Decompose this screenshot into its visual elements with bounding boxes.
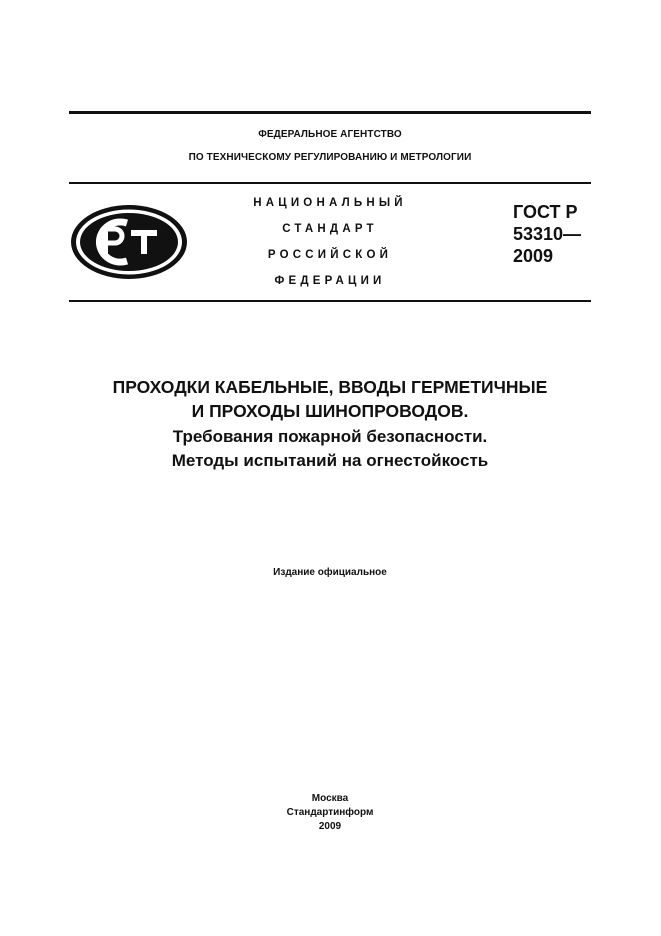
agency-name-line1: ФЕДЕРАЛЬНОЕ АГЕНТСТВО — [258, 129, 402, 140]
standard-label-line2: СТАНДАРТ — [282, 223, 378, 235]
document-subtitle-line1: Требования пожарной безопасности. — [172, 427, 488, 446]
imprint-publisher: Стандартинформ — [286, 807, 374, 818]
rst-logo — [69, 203, 189, 281]
standard-designation-line1: ГОСТ Р — [513, 202, 578, 222]
header-rule — [69, 182, 591, 184]
document-title-line2: И ПРОХОДЫ ШИНОПРОВОДОВ. — [191, 401, 469, 421]
standard-label-line3: РОССИЙСКОЙ — [267, 249, 393, 261]
document-subtitle-line2: Методы испытаний на огнестойкость — [171, 451, 489, 470]
designation-rule — [69, 300, 591, 302]
standard-designation-line2: 53310— — [513, 224, 582, 244]
agency-name-line2: ПО ТЕХНИЧЕСКОМУ РЕГУЛИРОВАНИЮ И МЕТРОЛОГИИ — [188, 152, 472, 163]
top-rule — [69, 111, 591, 114]
standard-label-line1: НАЦИОНАЛЬНЫЙ — [253, 197, 407, 209]
imprint-city: Москва — [311, 793, 349, 804]
imprint-year: 2009 — [318, 821, 342, 832]
document-title-line1: ПРОХОДКИ КАБЕЛЬНЫЕ, ВВОДЫ ГЕРМЕТИЧНЫЕ — [112, 377, 548, 397]
rst-certification-mark-icon — [69, 203, 189, 281]
standard-label-line4: ФЕДЕРАЦИИ — [274, 275, 386, 287]
edition-note: Издание официальное — [273, 567, 387, 578]
standard-designation-line3: 2009 — [513, 246, 554, 266]
